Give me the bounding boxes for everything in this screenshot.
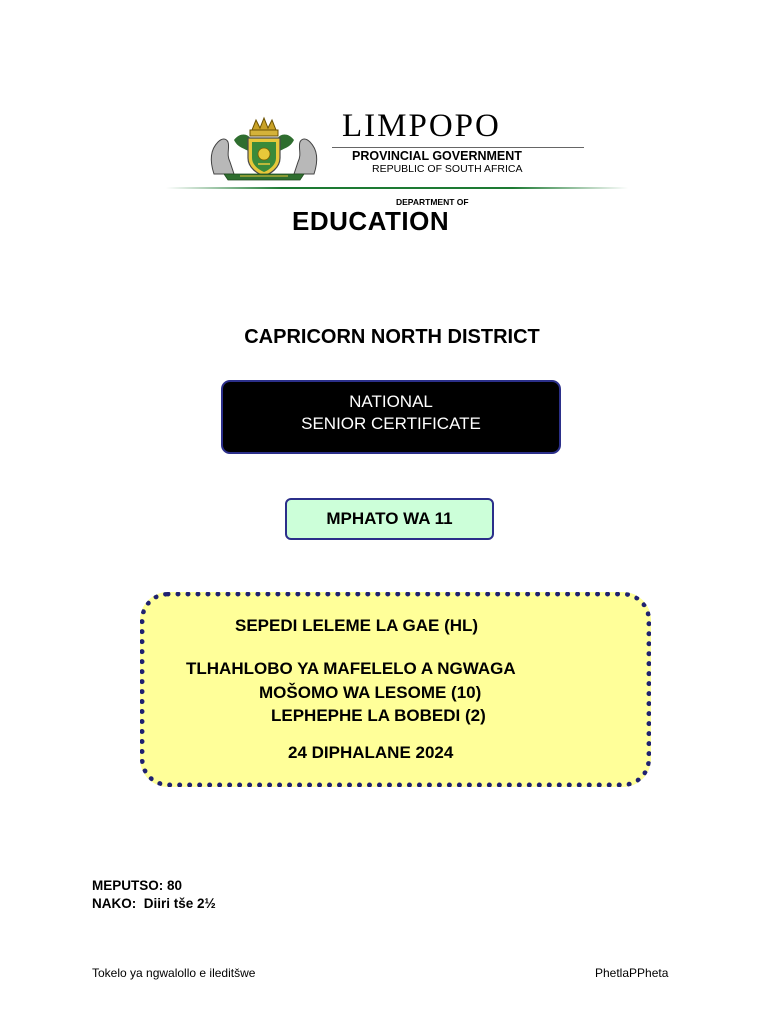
subject-paper: LEPHEPHE LA BOBEDI (2)	[271, 706, 486, 725]
subject-month: MOŠOMO WA LESOME (10)	[259, 683, 482, 702]
certificate-banner	[221, 380, 561, 454]
coat-of-arms-icon	[204, 112, 324, 182]
brand-title: LIMPOPO	[342, 108, 501, 144]
letterhead	[160, 100, 632, 248]
subject-panel	[140, 592, 651, 787]
department-of-label: DEPARTMENT OF	[396, 197, 469, 207]
subject-date: 24 DIPHALANE 2024	[288, 743, 454, 762]
green-divider	[166, 187, 628, 189]
grade-label: MPHATO WA 11	[285, 498, 494, 540]
brand-country: REPUBLIC OF SOUTH AFRICA	[372, 163, 523, 175]
brand-subtitle: PROVINCIAL GOVERNMENT	[352, 149, 522, 163]
subject-exam: TLHAHLOBO YA MAFELELO A NGWAGA	[186, 659, 516, 678]
department-name: EDUCATION	[292, 206, 450, 236]
district-title: CAPRICORN NORTH DISTRICT	[244, 326, 540, 348]
certificate-line-2: SENIOR CERTIFICATE	[301, 414, 481, 433]
brand-divider	[332, 147, 584, 148]
certificate-line-1: NATIONAL	[349, 392, 433, 411]
page-instruction: PhetlaPPheta	[595, 966, 669, 980]
time-info: NAKO: Diiri tše 2½	[92, 896, 216, 911]
subject-language: SEPEDI LELEME LA GAE (HL)	[235, 616, 479, 635]
copyright-notice: Tokelo ya ngwalollo e ileditšwe	[92, 966, 256, 980]
marks-info: MEPUTSO: 80	[92, 878, 183, 893]
